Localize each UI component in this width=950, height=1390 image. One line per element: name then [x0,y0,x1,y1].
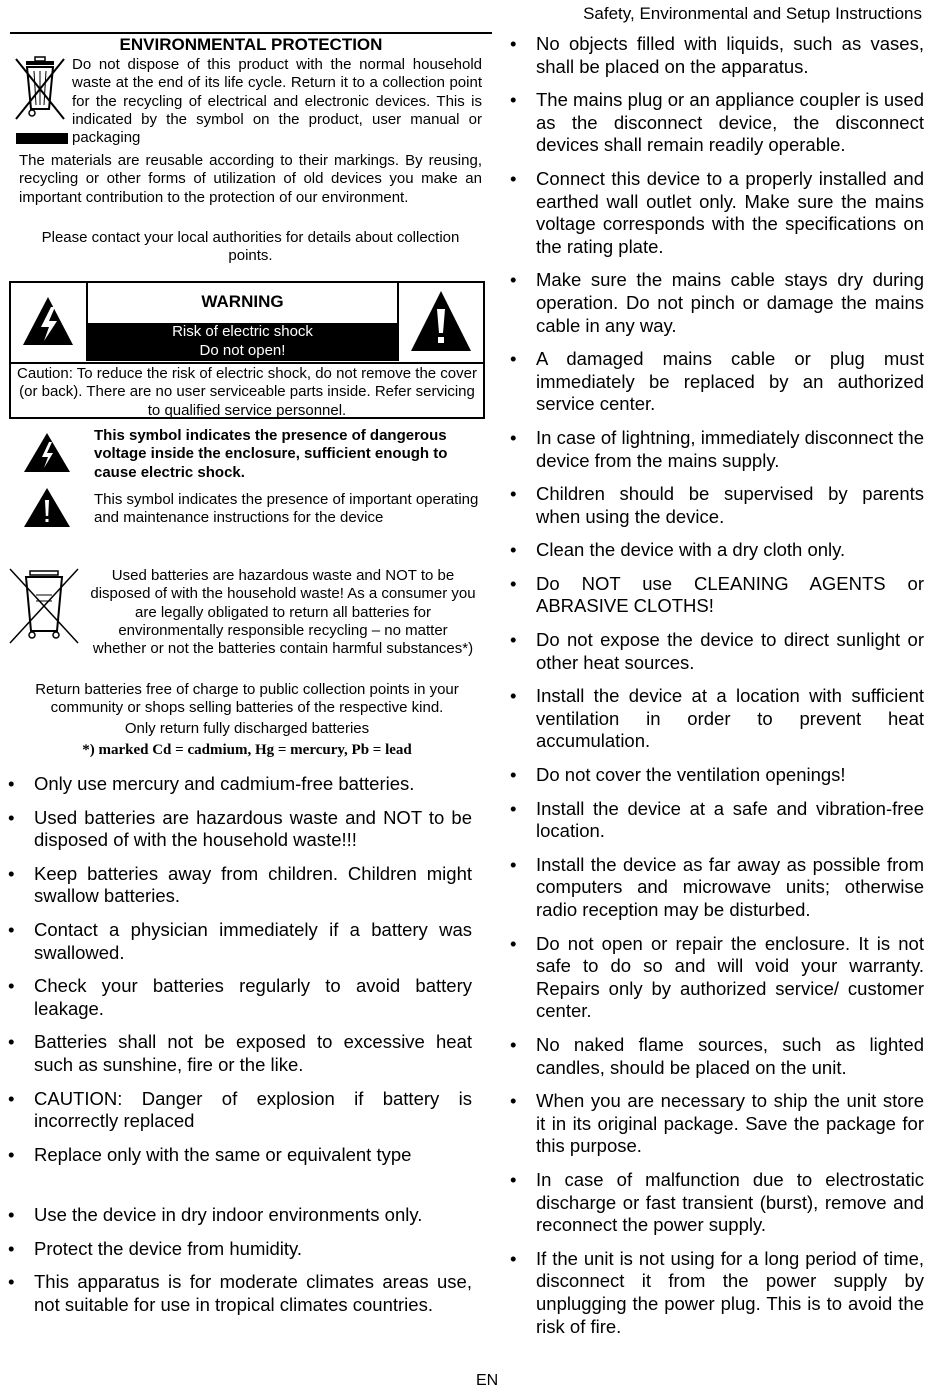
list-item: • Clean the device with a dry cloth only. [510,539,924,562]
warning-banner [88,323,397,361]
list-item: • Do not cover the ventilation openings! [510,764,924,787]
list-item: • Install the device at a location with sufficient ventilation in order to prevent heat accumulation. [510,685,924,753]
warning-line-2: Do not open! [199,341,286,359]
env-title: ENVIRONMENTAL PROTECTION [10,32,492,55]
battery-paragraph-3: Only return fully discharged batteries [124,720,370,737]
list-item: • Connect this device to a properly installed and earthed wall outlet only. Make sure the mains voltage corresponds with the specifications on the rating plate. [510,168,924,258]
list-item: • Keep batteries away from children. Children might swallow batteries. [8,863,472,908]
page-footer-language: EN [476,1372,499,1389]
list-item: • In case of malfunction due to electrostatic discharge or fast transient (burst), remove and reconnect the power supply. [510,1169,924,1237]
list-item: • CAUTION: Danger of explosion if battery is incorrectly replaced [8,1088,472,1133]
list-item: • Do NOT use CLEANING AGENTS or ABRASIVE CLOTHS! [510,573,924,618]
exclamation-triangle-icon [22,485,72,529]
warning-line-1: Risk of electric shock [172,323,313,340]
warning-left-cell [11,283,88,361]
battery-paragraph-2: Return batteries free of charge to public collection points in your community or shops selling batteries of the respective kind. [35,681,459,717]
list-item: • In case of lightning, immediately disconnect the device from the mains supply. [510,427,924,472]
list-item: • The mains plug or an appliance coupler is used as the disconnect device, the disconnect devices shall remain readily operable. [510,89,924,157]
list-item: • Check your batteries regularly to avoid battery leakage. [8,975,472,1020]
list-item: • Do not expose the device to direct sunlight or other heat sources. [510,629,924,674]
list-item: • Replace only with the same or equivalent type [8,1144,472,1167]
list-item: • Only use mercury and cadmium-free batteries. [8,773,472,796]
list-item: • Do not open or repair the enclosure. It is not safe to do so and will void your warranty. Repairs only by authorized service/ customer center. [510,933,924,1023]
info-symbol-text: This symbol indicates the presence of important operating and maintenance instructions for the device [94,491,479,527]
env-paragraph-1: Do not dispose of this product with the normal household waste at the end of its life cycle. Return it to a collection point for the recycling of electrical and electronic devices. This is indicated by the symbol on the product, user manual or packaging [72,56,482,147]
list-item: • Protect the device from humidity. [8,1238,472,1261]
list-item: • No naked flame sources, such as lighted candles, should be placed on the unit. [510,1034,924,1079]
battery-paragraph-1: Used batteries are hazardous waste and NOT to be disposed of with the household waste! As a consumer you are legally obligated to return all batteries for environmentally responsible recycling – no matter whether or not the batteries contain harmful substances*) [90,567,476,658]
warning-right-cell [397,283,483,361]
list-item: • Make sure the mains cable stays dry during operation. Do not pinch or damage the mains cable in any way. [510,269,924,337]
list-item: • When you are necessary to ship the unit store it in its original package. Save the package for this purpose. [510,1090,924,1158]
voltage-symbol-text: This symbol indicates the presence of dangerous voltage inside the enclosure, sufficient enough to cause electric shock. [94,427,448,481]
list-item: • Install the device at a safe and vibration-free location. [510,798,924,843]
list-item: • Children should be supervised by parents when using the device. [510,483,924,528]
list-item: • Contact a physician immediately if a battery was swallowed. [8,919,472,964]
list-item: • Used batteries are hazardous waste and NOT to be disposed of with the household waste!!! [8,807,472,852]
safety-bullet-list [510,33,924,1338]
list-item: • Use the device in dry indoor environments only. [8,1204,472,1227]
lightning-warning-icon [11,283,86,361]
warning-title: WARNING [201,292,284,311]
warning-caution: Caution: To reduce the risk of electric shock, do not remove the cover (or back). There are no user serviceable parts inside. Refer servicing to qualified service personnel. [11,362,483,420]
page-header: Safety, Environmental and Setup Instructions [583,4,922,23]
battery-bullet-list [8,773,472,1166]
battery-bin-icon [8,565,80,647]
list-item: • If the unit is not using for a long period of time, disconnect it from the power supply by unplugging the power plug. This is to avoid the risk of fire. [510,1248,924,1338]
warning-box [9,281,485,419]
env-paragraph-3: Please contact your local authorities for details about collection points. [41,229,460,265]
battery-footnote: *) marked Cd = cadmium, Hg = mercury, Pb = lead [82,742,412,758]
warning-center [88,283,397,361]
environment-bullet-list [8,1204,472,1316]
list-item: • No objects filled with liquids, such as vases, shall be placed on the apparatus. [510,33,924,78]
list-item: • This apparatus is for moderate climates areas use, not suitable for use in tropical climates countries. [8,1271,472,1316]
env-paragraph-2: The materials are reusable according to their markings. By reusing, recycling or other forms of utilization of old devices you make an important contribution to the protection of our environment. [19,152,482,206]
exclamation-warning-icon [399,283,483,361]
list-item: • A damaged mains cable or plug must immediately be replaced by an authorized service center. [510,348,924,416]
lightning-triangle-icon [22,430,72,474]
list-item: • Batteries shall not be exposed to excessive heat such as sunshine, fire or the like. [8,1031,472,1076]
crossed-bin-icon [12,55,68,147]
list-item: • Install the device as far away as possible from computers and microwave units; otherwise radio reception may be disturbed. [510,854,924,922]
